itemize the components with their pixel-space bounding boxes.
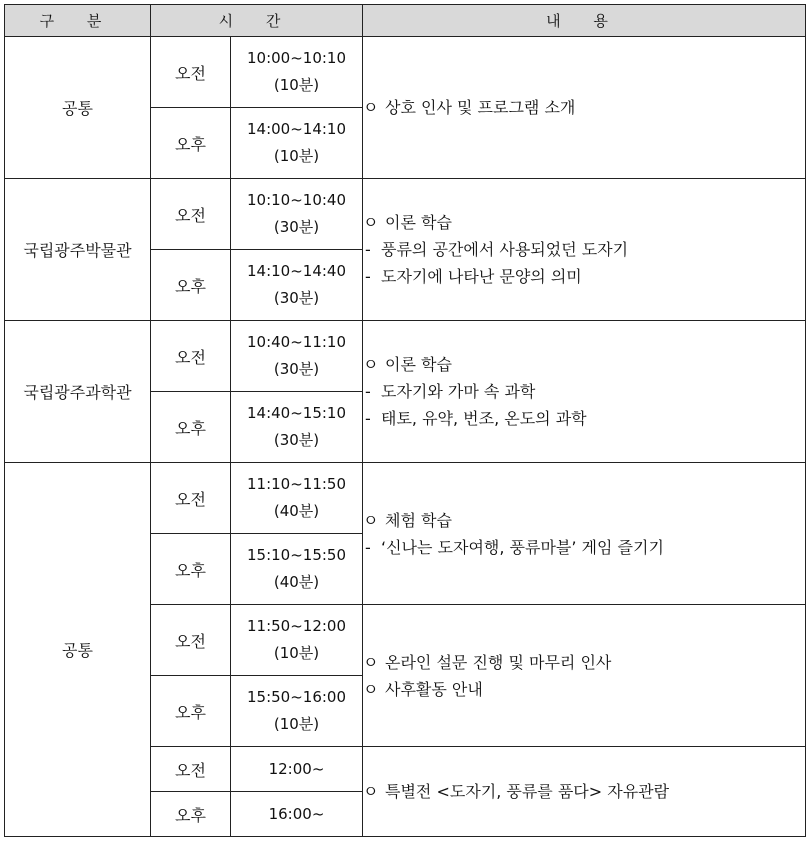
category-cell: 공통 <box>5 37 151 179</box>
duration: (10분) <box>273 147 320 165</box>
duration: (30분) <box>273 289 320 307</box>
pm-label: 오후 <box>151 108 231 179</box>
content-cell <box>363 463 806 605</box>
duration: (10분) <box>273 715 320 733</box>
table-row <box>5 179 806 250</box>
content-title: 특별전 <도자기, 풍류를 품다> 자유관람 <box>385 782 670 801</box>
subitem-text: 도자기에 나타난 문양의 의미 <box>381 267 582 286</box>
pm-label: 오후 <box>151 792 231 837</box>
content-item <box>363 351 805 378</box>
header-time: 시 간 <box>151 5 363 37</box>
time-cell <box>231 463 363 534</box>
dash-icon: - <box>365 409 371 428</box>
content-item <box>363 649 805 676</box>
content-title: 온라인 설문 진행 및 마무리 인사 <box>385 652 612 672</box>
content-item <box>363 507 805 534</box>
time-range: 14:40~15:10 <box>246 404 347 422</box>
duration: (10분) <box>273 644 320 662</box>
content-cell <box>363 179 806 321</box>
time-cell <box>231 534 363 605</box>
content-cell <box>363 605 806 747</box>
time-cell <box>231 37 363 108</box>
pm-label: 오후 <box>151 392 231 463</box>
time-range: 16:00~ <box>268 804 325 823</box>
time-range: 10:10~10:40 <box>246 191 347 209</box>
bullet-icon: ㅇ <box>363 510 379 530</box>
bullet-icon: ㅇ <box>363 782 379 801</box>
time-cell <box>231 747 363 792</box>
time-range: 11:50~12:00 <box>246 617 347 635</box>
bullet-icon: ㅇ <box>363 652 379 672</box>
table-row <box>5 321 806 392</box>
time-range: 10:40~11:10 <box>246 333 347 351</box>
time-range: 14:00~14:10 <box>246 120 347 138</box>
subitem-text: 태토, 유약, 번조, 온도의 과학 <box>381 409 587 428</box>
time-range: 15:10~15:50 <box>246 546 347 564</box>
content-title: 사후활동 안내 <box>385 679 483 699</box>
content-subitem <box>363 263 805 290</box>
time-cell <box>231 792 363 837</box>
time-range: 11:10~11:50 <box>246 475 347 493</box>
subitem-text: 풍류의 공간에서 사용되었던 도자기 <box>381 240 629 259</box>
duration: (30분) <box>273 360 320 378</box>
time-cell <box>231 605 363 676</box>
content-item <box>363 778 805 805</box>
time-cell <box>231 321 363 392</box>
content-item <box>363 94 805 121</box>
time-range: 15:50~16:00 <box>246 688 347 706</box>
pm-label: 오후 <box>151 534 231 605</box>
time-cell <box>231 179 363 250</box>
content-subitem <box>363 378 805 405</box>
duration: (30분) <box>273 431 320 449</box>
header-row <box>5 5 806 37</box>
am-label: 오전 <box>151 463 231 534</box>
table-row <box>5 37 806 108</box>
subitem-text: 도자기와 가마 속 과학 <box>381 382 536 401</box>
am-label: 오전 <box>151 179 231 250</box>
bullet-icon: ㅇ <box>363 679 379 699</box>
content-title: 이론 학습 <box>385 355 452 374</box>
pm-label: 오후 <box>151 676 231 747</box>
dash-icon: - <box>365 537 371 557</box>
time-range: 12:00~ <box>268 759 325 778</box>
dash-icon: - <box>365 382 371 401</box>
subitem-text: ‘신나는 도자여행, 풍류마블’ 게임 즐기기 <box>381 537 664 557</box>
category-cell: 국립광주박물관 <box>5 179 151 321</box>
time-range: 10:00~10:10 <box>246 49 347 67</box>
category-cell: 국립광주과학관 <box>5 321 151 463</box>
am-label: 오전 <box>151 37 231 108</box>
time-cell <box>231 392 363 463</box>
content-cell <box>363 321 806 463</box>
duration: (10분) <box>273 76 320 94</box>
time-cell <box>231 250 363 321</box>
content-item <box>363 676 805 703</box>
category-cell: 공통 <box>5 463 151 837</box>
content-cell <box>363 37 806 179</box>
duration: (40분) <box>273 502 320 520</box>
time-range: 14:10~14:40 <box>246 262 347 280</box>
content-subitem <box>363 236 805 263</box>
content-cell <box>363 747 806 837</box>
content-subitem <box>363 405 805 432</box>
am-label: 오전 <box>151 321 231 392</box>
content-title: 상호 인사 및 프로그램 소개 <box>385 98 576 117</box>
header-content: 내 용 <box>363 5 806 37</box>
bullet-icon: ㅇ <box>363 213 379 232</box>
bullet-icon: ㅇ <box>363 98 379 117</box>
dash-icon: - <box>365 240 371 259</box>
time-cell <box>231 108 363 179</box>
dash-icon: - <box>365 267 371 286</box>
header-category: 구 분 <box>5 5 151 37</box>
schedule-table <box>4 4 806 837</box>
content-title: 체험 학습 <box>385 510 452 530</box>
pm-label: 오후 <box>151 250 231 321</box>
bullet-icon: ㅇ <box>363 355 379 374</box>
table-row <box>5 463 806 534</box>
content-item <box>363 209 805 236</box>
content-title: 이론 학습 <box>385 213 452 232</box>
am-label: 오전 <box>151 747 231 792</box>
duration: (40분) <box>273 573 320 591</box>
am-label: 오전 <box>151 605 231 676</box>
time-cell <box>231 676 363 747</box>
duration: (30분) <box>273 218 320 236</box>
content-subitem <box>363 534 805 561</box>
